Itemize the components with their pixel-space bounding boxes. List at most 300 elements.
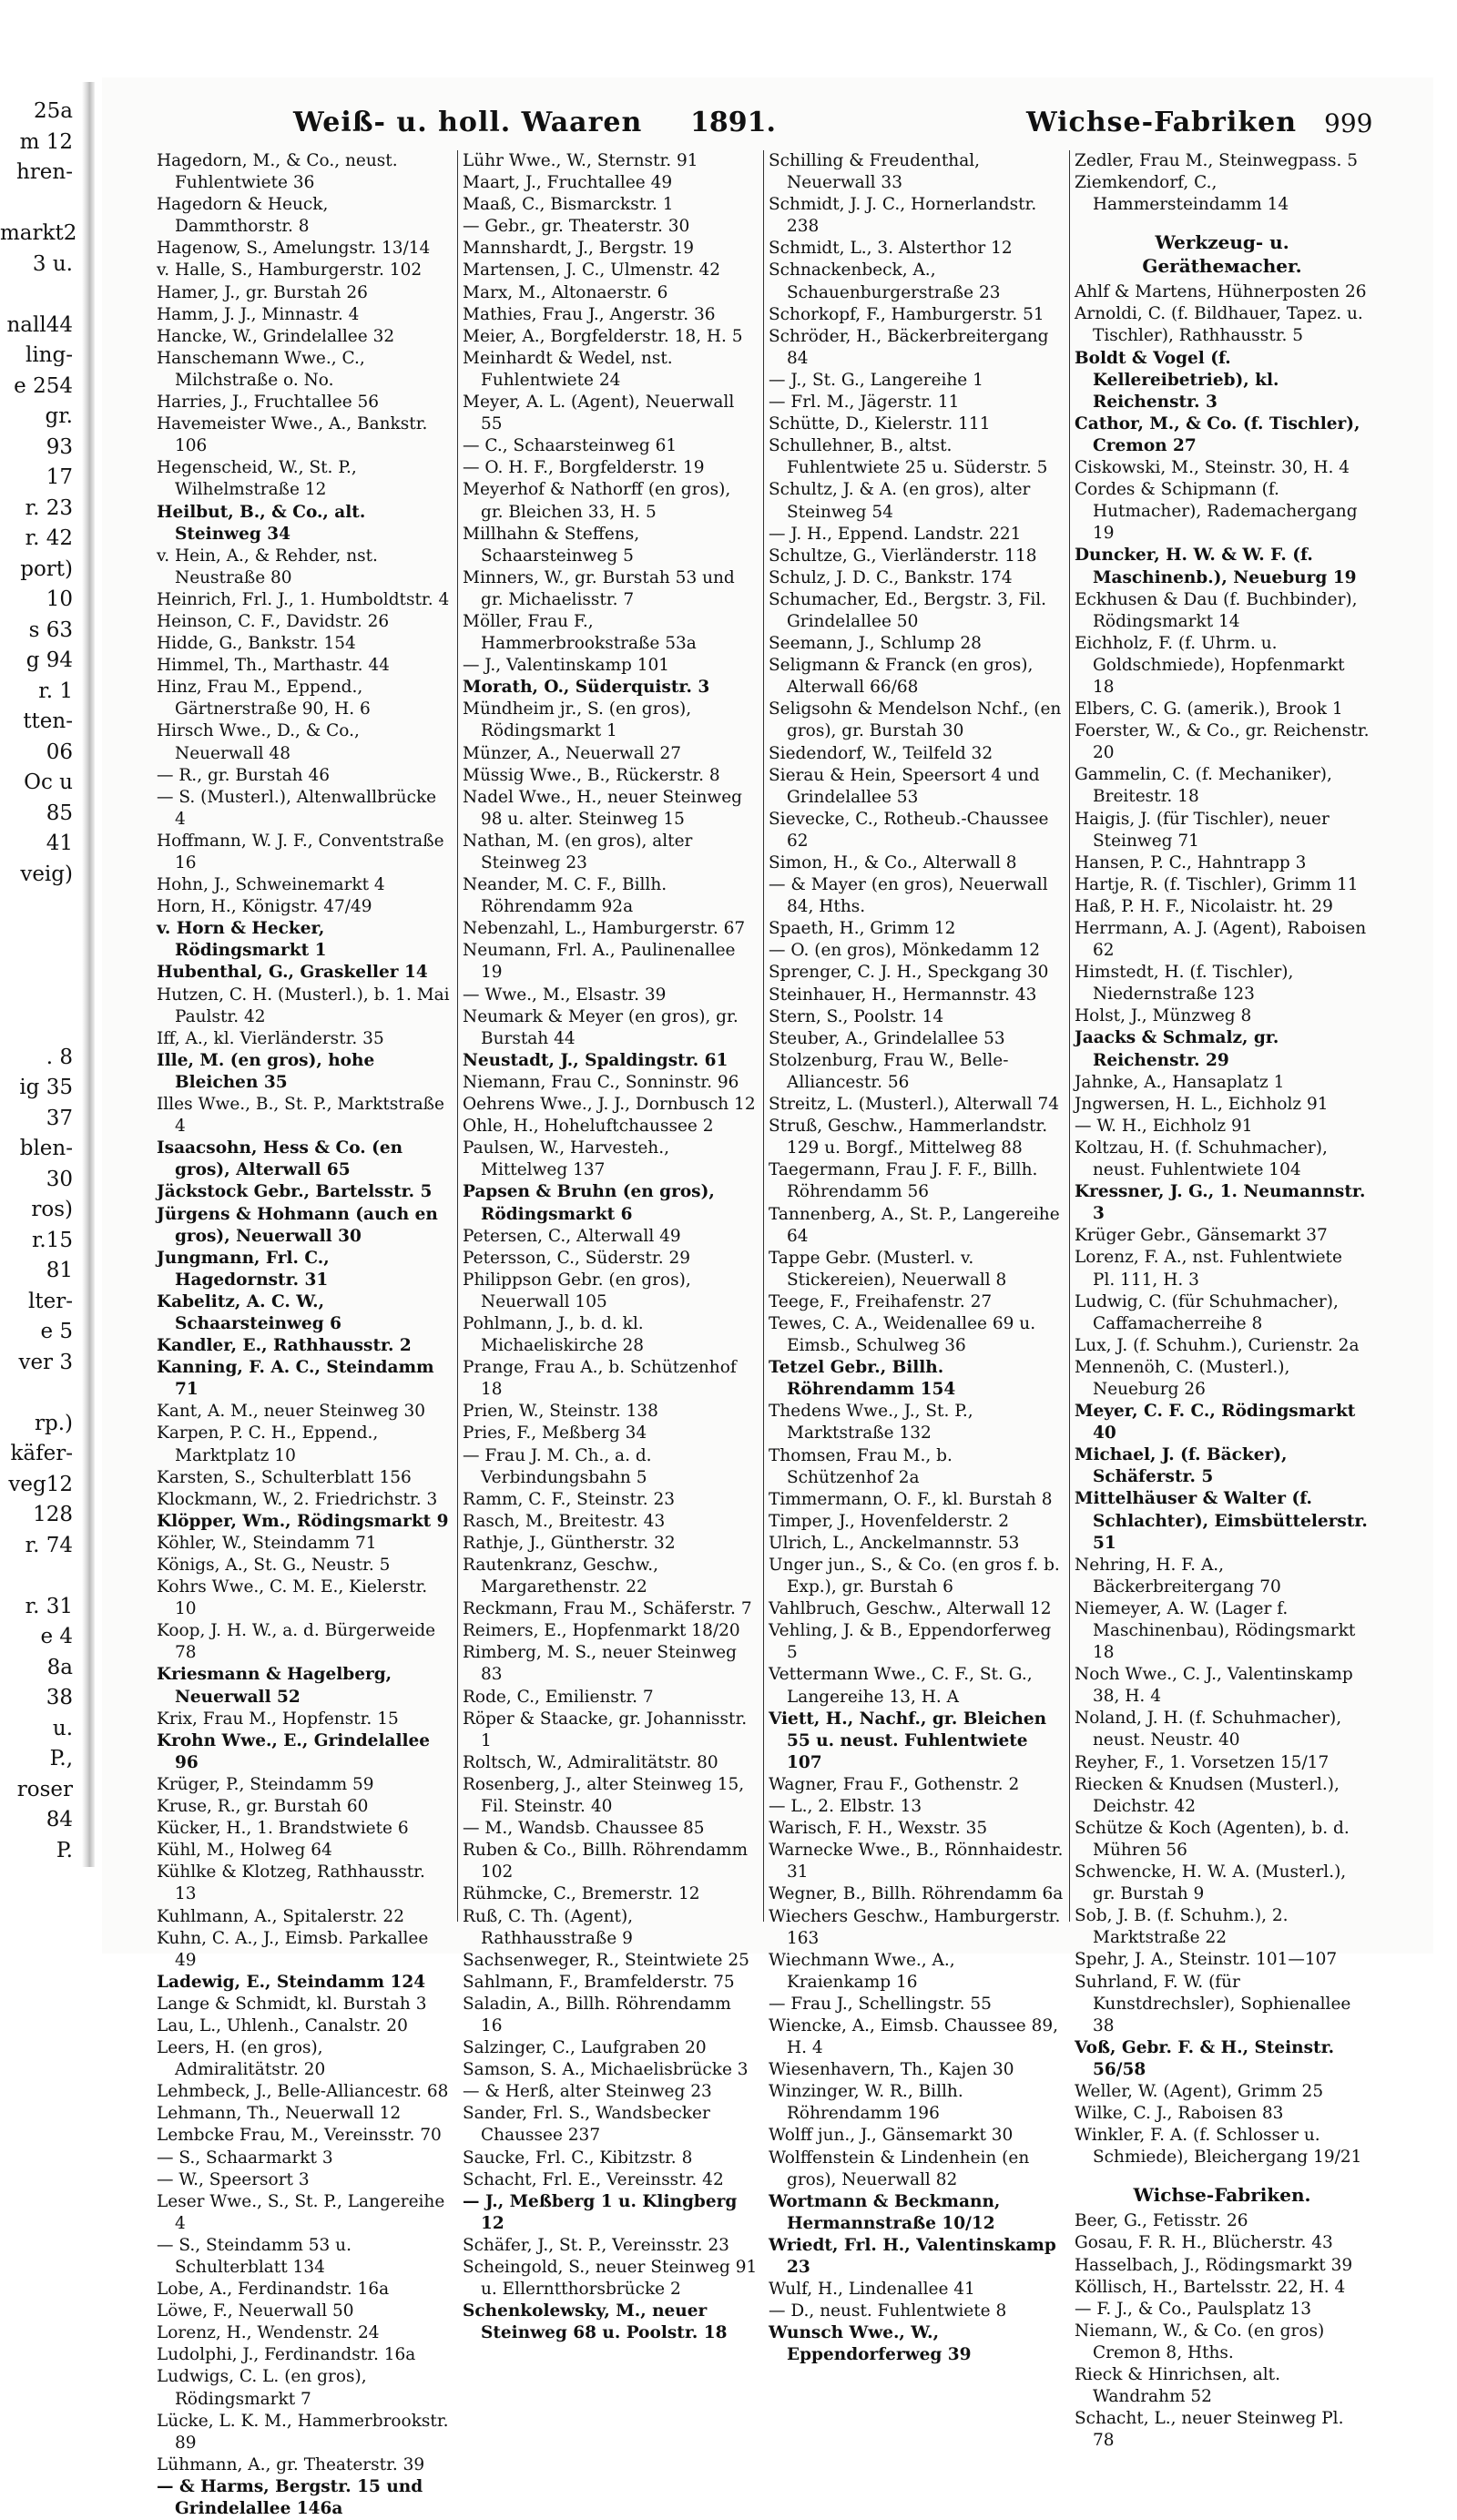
directory-entry: Ciskowski, M., Steinstr. 30, H. 4 [1075, 458, 1350, 478]
edge-fragment: g 94 [25, 648, 73, 672]
directory-entry: v. Horn & Hecker, Rödingsmarkt 1 [157, 919, 327, 961]
edge-fragment: 93 [46, 434, 73, 459]
edge-fragment: 3 u. [32, 251, 73, 276]
directory-entry: Krix, Frau M., Hopfenstr. 15 [157, 1709, 399, 1729]
directory-entry: Köllisch, H., Bartelsstr. 22, H. 4 [1075, 2277, 1346, 2297]
directory-entry: Schnackenbeck, A., Schauenburgerstraße 23 [769, 260, 1001, 302]
edge-fragment: 06 [46, 740, 73, 764]
edge-fragment: 37 [46, 1106, 73, 1130]
directory-entry: Meinhardt & Wedel, nst. Fuhlentwiete 24 [463, 348, 673, 390]
directory-entry: Rautenkranz, Geschw., Margarethenstr. 22 [463, 1556, 658, 1597]
directory-entry: Boldt & Vogel (f. Kellereibetrieb), kl. Reichenstr. 3 [1075, 348, 1279, 412]
directory-entry: Simon, H., & Co., Alterwall 8 [769, 853, 1017, 872]
directory-entry: Struß, Geschw., Hammerlandstr. 129 u. Borgf., Mittelweg 88 [769, 1117, 1048, 1158]
directory-entry: — Frau J. M. Ch., a. d. Verbindungsbahn 5 [463, 1445, 652, 1487]
directory-entry: Gammelin, C. (f. Mechaniker), Breitestr. 18 [1075, 765, 1332, 807]
directory-entry: Lücke, L. K. M., Hammerbrookstr. 89 [157, 2411, 449, 2453]
directory-entry: Klöpper, Wm., Rödingsmarkt 9 [157, 1511, 449, 1531]
directory-entry: Lehmbeck, J., Belle-Alliancestr. 68 [157, 2082, 449, 2102]
directory-entry: Koltzau, H. (f. Schuhmacher), neust. Fuhlentwiete 104 [1075, 1138, 1328, 1180]
page-header [102, 107, 1433, 147]
directory-entry: Jürgens & Hohmann (auch en gros), Neuerwall 30 [157, 1204, 438, 1246]
directory-entry: Meyer, C. F. C., Rödingsmarkt 40 [1075, 1402, 1356, 1444]
directory-entry: Niemann, W., & Co. (en gros) Cremon 8, Hths. [1075, 2321, 1325, 2362]
directory-entry: Schacht, Frl. E., Vereinsstr. 42 [463, 2169, 724, 2189]
header-year: 1891. [690, 107, 776, 138]
directory-entry: — W. H., Eichholz 91 [1075, 1116, 1253, 1136]
directory-entry: Maaß, C., Bismarckstr. 1 [463, 195, 674, 215]
directory-entry: Kühl, M., Holweg 64 [157, 1841, 332, 1861]
edge-fragment: 25a [34, 99, 73, 123]
directory-entry: Krohn Wwe., E., Grindelallee 96 [157, 1730, 431, 1772]
directory-entry: Taegermann, Frau J. F. F., Billh. Röhrendamm 56 [769, 1160, 1038, 1202]
directory-entry: Oehrens Wwe., J. J., Dornbusch 12 [463, 1095, 756, 1115]
header-right-title: Wichse-Fabriken [1026, 107, 1298, 138]
directory-entry: Vettermann Wwe., C. F., St. G., Langereihe 13, H. A [769, 1665, 1033, 1707]
directory-entry: Roltsch, W., Admiralitätstr. 80 [463, 1752, 718, 1772]
directory-entry: Meyerhof & Nathorff (en gros), gr. Bleichen 33, H. 5 [463, 480, 731, 522]
column-3 [769, 150, 1064, 2365]
directory-entry: — & Herß, alter Steinweg 23 [463, 2082, 712, 2102]
column-2 [463, 150, 758, 2343]
directory-entry: Eichholz, F. (f. Uhrm. u. Goldschmiede), Hopfenmarkt 18 [1075, 633, 1345, 697]
directory-entry: Noch Wwe., C. J., Valentinskamp 38, H. 4 [1075, 1665, 1353, 1707]
directory-entry: Wunsch Wwe., W., Eppendorferweg 39 [769, 2323, 972, 2365]
directory-entry: — & Harms, Bergstr. 15 und Grindelallee 146a [157, 2476, 423, 2519]
directory-entry: Wriedt, Frl. H., Valentinskamp 23 [769, 2235, 1056, 2277]
directory-entry: Hidde, G., Bankstr. 154 [157, 634, 356, 654]
directory-entry: Röper & Staacke, gr. Johannisstr. 1 [463, 1709, 748, 1750]
directory-entry: Salzinger, C., Laufgraben 20 [463, 2038, 707, 2058]
directory-entry: — F. J., & Co., Paulsplatz 13 [1075, 2299, 1312, 2319]
directory-entry: Schumacher, Ed., Bergstr. 3, Fil. Grindelallee 50 [769, 589, 1047, 631]
directory-entry: — S., Steindamm 53 u. Schulterblatt 134 [157, 2235, 352, 2277]
directory-entry: Warisch, F. H., Wexstr. 35 [769, 1819, 988, 1839]
edge-fragment: e 4 [40, 1625, 73, 1648]
directory-entry: Schwencke, H. W. A. (Musterl.), gr. Burstah 9 [1075, 1862, 1347, 1904]
edge-fragment: 17 [46, 465, 73, 489]
edge-fragment: käfer- [10, 1442, 73, 1465]
edge-fragment: 84 [46, 1808, 73, 1831]
directory-entry: — Frau J., Schellingstr. 55 [769, 1994, 992, 2014]
directory-entry: Jaacks & Schmalz, gr. Reichenstr. 29 [1075, 1028, 1279, 1070]
directory-entry: Zedler, Frau M., Steinwegpass. 5 [1075, 151, 1359, 170]
edge-fragment: P., [49, 1747, 73, 1770]
directory-entry: Wiesenhavern, Th., Kajen 30 [769, 2060, 1014, 2080]
directory-entry: Ludwigs, C. L. (en gros), Rödingsmarkt 7 [157, 2367, 367, 2409]
edge-fragment: roser [16, 1777, 73, 1801]
directory-entry: Schullehner, B., altst. Fuhlentwiete 25 u. Süderstr. 5 [769, 436, 1048, 478]
directory-entry: Stolzenburg, Frau W., Belle-Alliancestr. 56 [769, 1050, 1009, 1092]
directory-entry: Michael, J. (f. Bäcker), Schäferstr. 5 [1075, 1445, 1288, 1487]
edge-fragment: P. [56, 1838, 73, 1862]
directory-entry: — M., Wandsb. Chaussee 85 [463, 1819, 705, 1839]
directory-entry: Schorkopf, F., Hamburgerstr. 51 [769, 304, 1044, 324]
directory-entry: Duncker, H. W. & W. F. (f. Maschinenb.), Neueburg 19 [1075, 546, 1357, 587]
edge-fragment: ros) [31, 1198, 73, 1221]
edge-fragment: . 8 [46, 1045, 73, 1069]
directory-entry: Rühmcke, C., Bremerstr. 12 [463, 1884, 700, 1904]
directory-entry: Scheingold, S., neuer Steinweg 91 u. Ellerntthorsbrücke 2 [463, 2258, 758, 2300]
directory-entry: Saucke, Frl. C., Kibitzstr. 8 [463, 2148, 693, 2168]
directory-entry: Sierau & Hein, Speersort 4 und Grindelallee 53 [769, 765, 1040, 807]
directory-entry: Unger jun., S., & Co. (en gros f. b. Exp.), gr. Burstah 6 [769, 1556, 1060, 1597]
section-heading: Wichse-Fabriken. [1133, 2184, 1311, 2207]
directory-entry: Arnoldi, C. (f. Bildhauer, Tapez. u. Tischler), Rathhausstr. 5 [1075, 304, 1363, 346]
edge-fragment: 8a [46, 1655, 73, 1679]
directory-entry: — Gebr., gr. Theaterstr. 30 [463, 217, 690, 237]
directory-entry: Lorenz, F. A., nst. Fuhlentwiete Pl. 111, H. 3 [1075, 1248, 1342, 1290]
directory-entry: Lobe, A., Ferdinandstr. 16a [157, 2280, 390, 2300]
directory-entry: Sachsenweger, R., Steintwiete 25 [463, 1950, 749, 1970]
edge-fragment: tten- [23, 709, 73, 733]
directory-entry: Haß, P. H. F., Nicolaistr. ht. 29 [1075, 896, 1333, 916]
edge-fragment: u. [52, 1716, 73, 1740]
directory-entry: — W., Speersort 3 [157, 2169, 310, 2189]
directory-entry: Meyer, A. L. (Agent), Neuerwall 55 [463, 393, 735, 434]
directory-entry: Seemann, J., Schlump 28 [769, 634, 982, 654]
directory-entry: Wortmann & Beckmann, Hermannstraße 10/12 [769, 2191, 1001, 2233]
directory-entry: Ruben & Co., Billh. Röhrendamm 102 [463, 1841, 749, 1882]
directory-entry: Harries, J., Fruchtallee 56 [157, 393, 380, 413]
directory-entry: Noland, J. H. (f. Schuhmacher), neust. Neustr. 40 [1075, 1709, 1342, 1750]
directory-entry: Steinhauer, H., Hermannstr. 43 [769, 985, 1037, 1005]
edge-fragment: r.15 [31, 1228, 73, 1252]
edge-fragment: lter- [28, 1289, 73, 1313]
directory-entry: Voß, Gebr. F. & H., Steinstr. 56/58 [1075, 2037, 1335, 2079]
edge-fragment: 10 [46, 587, 73, 611]
edge-fragment: r. 1 [38, 678, 73, 703]
directory-entry: Rieck & Hinrichsen, alt. Wandrahm 52 [1075, 2365, 1280, 2407]
column-1 [157, 150, 452, 2519]
directory-entry: Himmel, Th., Marthastr. 44 [157, 656, 390, 676]
directory-entry: Schultz, J. & A. (en gros), alter Steinweg 54 [769, 480, 1031, 522]
directory-entry: Tannenberg, A., St. P., Langereihe 64 [769, 1204, 1060, 1246]
directory-entry: Rathje, J., Güntherstr. 32 [463, 1533, 676, 1553]
directory-entry: Ahlf & Martens, Hühnerposten 26 [1075, 282, 1367, 302]
directory-entry: Leers, H. (en gros), Admiralitätstr. 20 [157, 2038, 326, 2080]
directory-entry: Hasselbach, J., Rödingsmarkt 39 [1075, 2255, 1353, 2275]
directory-entry: Kabelitz, A. C. W., Schaarsteinweg 6 [157, 1291, 341, 1333]
directory-entry: Wagner, Frau F., Gothenstr. 2 [769, 1774, 1020, 1794]
directory-entry: Nehring, H. F. A., Bäckerbreitergang 70 [1075, 1555, 1281, 1597]
edge-fragment: 38 [46, 1686, 73, 1709]
directory-entry: Paulsen, W., Harvesteh., Mittelweg 137 [463, 1138, 669, 1180]
directory-entry: Kant, A. M., neuer Steinweg 30 [157, 1402, 426, 1422]
directory-entry: — O. (en gros), Mönkedamm 12 [769, 941, 1041, 961]
previous-page-edge [0, 99, 77, 1862]
directory-entry: Mathies, Frau J., Angerstr. 36 [463, 304, 716, 324]
directory-entry: Krüger Gebr., Gänsemarkt 37 [1075, 1226, 1328, 1246]
edge-fragment: Oc u [24, 770, 73, 794]
directory-entry: Koop, J. H. W., a. d. Bürgerweide 78 [157, 1621, 436, 1663]
directory-entry: Sprenger, C. J. H., Speckgang 30 [769, 963, 1049, 983]
directory-entry: Nathan, M. (en gros), alter Steinweg 23 [463, 831, 693, 872]
directory-entry: Neander, M. C. F., Billh. Röhrendamm 92a [463, 875, 667, 917]
edge-fragment: ling- [25, 343, 73, 367]
directory-entry: — D., neust. Fuhlentwiete 8 [769, 2301, 1007, 2321]
directory-entry: Rode, C., Emilienstr. 7 [463, 1687, 654, 1707]
directory-entry: Hamer, J., gr. Burstah 26 [157, 282, 368, 302]
directory-entry: Winzinger, W. R., Billh. Röhrendamm 196 [769, 2082, 963, 2124]
directory-entry: Hancke, W., Grindelallee 32 [157, 326, 395, 346]
directory-entry: Samson, S. A., Michaelisbrücke 3 [463, 2060, 749, 2080]
directory-entry: Kruse, R., gr. Burstah 60 [157, 1797, 369, 1817]
directory-entry: Schenkolewsky, M., neuer Steinweg 68 u. Poolstr. 18 [463, 2301, 728, 2343]
edge-fragment: nall44 [6, 312, 73, 337]
edge-fragment: blen- [19, 1137, 73, 1160]
directory-entry: Rasch, M., Breitestr. 43 [463, 1511, 666, 1531]
header-left-title: Weiß- u. holl. Waaren [293, 107, 643, 138]
directory-entry: Ludwig, C. (für Schuhmacher), Caffamacherreihe 8 [1075, 1291, 1339, 1333]
directory-entry: Kanning, F. A. C., Steindamm 71 [157, 1358, 434, 1400]
directory-entry: Thomsen, Frau M., b. Schützenhof 2a [769, 1445, 953, 1487]
directory-entry: Schäfer, J., St. P., Vereinsstr. 23 [463, 2235, 729, 2255]
directory-entry: Hubenthal, G., Graskeller 14 [157, 963, 428, 983]
directory-entry: Hoffmann, W. J. F., Conventstraße 16 [157, 831, 444, 872]
directory-entry: Schröder, H., Bäckerbreitergang 84 [769, 326, 1049, 368]
directory-entry: Leser Wwe., S., St. P., Langereihe 4 [157, 2191, 445, 2233]
edge-fragment: veg12 [8, 1472, 73, 1496]
directory-entry: Ramm, C. F., Steinstr. 23 [463, 1489, 676, 1509]
directory-entry: Minners, W., gr. Burstah 53 und gr. Michaelisstr. 7 [463, 567, 735, 609]
directory-entry: Lux, J. (f. Schuhm.), Curienstr. 2a [1075, 1335, 1360, 1355]
directory-entry: — R., gr. Burstah 46 [157, 765, 331, 785]
directory-entry: Jungmann, Frl. C., Hagedornstr. 31 [157, 1248, 330, 1290]
directory-entry: Mennenöh, C. (Musterl.), Neueburg 26 [1075, 1357, 1290, 1399]
directory-entry: Sander, Frl. S., Wandsbecker Chaussee 237 [463, 2104, 710, 2146]
directory-entry: Warnecke Wwe., B., Rönnhaidestr. 31 [769, 1841, 1064, 1882]
directory-entry: Lehmann, Th., Neuerwall 12 [157, 2104, 402, 2124]
directory-entry: — J., Valentinskamp 101 [463, 656, 670, 676]
directory-entry: Viett, H., Nachf., gr. Bleichen 55 u. neust. Fuhlentwiete 107 [769, 1709, 1047, 1772]
directory-entry: Vahlbruch, Geschw., Alterwall 12 [769, 1599, 1052, 1619]
directory-entry: Wolff jun., J., Gänsemarkt 30 [769, 2126, 1014, 2146]
directory-entry: Karsten, S., Schulterblatt 156 [157, 1467, 412, 1487]
directory-entry: Kücker, H., 1. Brandstwiete 6 [157, 1819, 409, 1839]
directory-entry: Martensen, J. C., Ulmenstr. 42 [463, 260, 721, 281]
directory-entry: Streitz, L. (Musterl.), Alterwall 74 [769, 1095, 1059, 1115]
directory-entry: Marx, M., Altonaerstr. 6 [463, 282, 668, 302]
directory-entry: Vehling, J. & B., Eppendorferweg 5 [769, 1621, 1052, 1663]
directory-entry: Reyher, F., 1. Vorsetzen 15/17 [1075, 1752, 1330, 1772]
edge-fragment: gr. [45, 404, 73, 428]
directory-entry: Königs, A., St. G., Neustr. 5 [157, 1556, 391, 1575]
directory-entry: Spehr, J. A., Steinstr. 101—107 [1075, 1950, 1338, 1970]
directory-entry: Hinz, Frau M., Eppend., Gärtnerstraße 90, H. 6 [157, 678, 371, 719]
directory-entry: Spaeth, H., Grimm 12 [769, 919, 956, 939]
edge-fragment: r. 23 [25, 495, 73, 520]
directory-entry: Herrmann, A. J. (Agent), Raboisen 62 [1075, 919, 1367, 961]
directory-entry: Schultze, G., Vierländerstr. 118 [769, 546, 1037, 566]
directory-entry: Niemann, Frau C., Sonninstr. 96 [463, 1072, 739, 1092]
edge-fragment: 85 [46, 801, 73, 825]
directory-entry: Reckmann, Frau M., Schäferstr. 7 [463, 1599, 752, 1619]
directory-entry: Papsen & Bruhn (en gros), Rödingsmarkt 6 [463, 1182, 715, 1224]
directory-entry: Tewes, C. A., Weidenallee 69 u. Eimsb., Schulweg 36 [769, 1313, 1036, 1356]
directory-entry: Thedens Wwe., J., St. P., Marktstraße 132 [769, 1402, 973, 1444]
directory-entry: Tappe Gebr. (Musterl. v. Stickereien), Neuerwall 8 [769, 1248, 1007, 1290]
directory-entry: Tetzel Gebr., Billh. Röhrendamm 154 [769, 1358, 956, 1400]
directory-entry: Iff, A., kl. Vierländerstr. 35 [157, 1028, 384, 1048]
directory-entry: Timper, J., Hovenfelderstr. 2 [769, 1511, 1009, 1531]
directory-entry: Hegenscheid, W., St. P., Wilhelmstraße 12 [157, 458, 357, 500]
directory-entry: Mannshardt, J., Bergstr. 19 [463, 239, 695, 259]
directory-entry: Schütze & Koch (Agenten), b. d. Mühren 56 [1075, 1818, 1350, 1860]
directory-entry: Elbers, C. G. (amerik.), Brook 1 [1075, 699, 1343, 719]
directory-entry: Reimers, E., Hopfenmarkt 18/20 [463, 1621, 740, 1641]
directory-entry: Karpen, P. C. H., Eppend., Marktplatz 10 [157, 1423, 379, 1465]
directory-entry: Wegner, B., Billh. Röhrendamm 6a [769, 1884, 1064, 1904]
directory-entry: Nadel Wwe., H., neuer Steinweg 98 u. alter. Steinweg 15 [463, 787, 742, 829]
directory-entry: Wilke, C. J., Raboisen 83 [1075, 2104, 1284, 2124]
directory-entry: — O. H. F., Borgfelderstr. 19 [463, 458, 705, 478]
page-number: 999 [1324, 108, 1373, 138]
directory-entry: — J., Meßberg 1 u. Klingberg 12 [463, 2191, 738, 2233]
directory-entry: — & Mayer (en gros), Neuerwall 84, Hths. [769, 875, 1048, 917]
edge-fragment: rp.) [34, 1411, 73, 1435]
directory-entry: — L., 2. Elbstr. 13 [769, 1797, 922, 1817]
edge-fragment: ver 3 [18, 1350, 73, 1374]
edge-fragment: m 12 [19, 129, 73, 154]
directory-entry: Horn, H., Königstr. 47/49 [157, 897, 372, 917]
directory-entry: Lorenz, H., Wendenstr. 24 [157, 2323, 380, 2343]
directory-entry: Müssig Wwe., B., Rückerstr. 8 [463, 765, 720, 785]
edge-fragment: 128 [33, 1503, 73, 1526]
directory-entry: Hagedorn, M., & Co., neust. Fuhlentwiete 36 [157, 151, 398, 193]
edge-fragment: markt2 [0, 221, 77, 245]
directory-entry: Riecken & Knudsen (Musterl.), Deichstr. 42 [1075, 1774, 1340, 1816]
directory-entry: — J. H., Eppend. Landstr. 221 [769, 524, 1022, 544]
directory-entry: Kohrs Wwe., C. M. E., Kielerstr. 10 [157, 1577, 428, 1619]
directory-entry: Prien, W., Steinstr. 138 [463, 1402, 658, 1422]
directory-entry: Timmermann, O. F., kl. Burstah 8 [769, 1489, 1053, 1509]
directory-entry: Löwe, F., Neuerwall 50 [157, 2301, 354, 2321]
edge-fragment: s 63 [28, 617, 73, 642]
directory-entry: Niemeyer, A. W. (Lager f. Maschinenbau), Rödingsmarkt 18 [1075, 1598, 1356, 1663]
directory-entry: Neumark & Meyer (en gros), gr. Burstah 44 [463, 1006, 739, 1048]
directory-entry: — S. (Musterl.), Altenwallbrücke 4 [157, 787, 437, 829]
column-divider [457, 150, 458, 1922]
directory-entry: Möller, Frau F., Hammerbrookstraße 53a [463, 611, 697, 654]
directory-entry: Kuhn, C. A., J., Eimsb. Parkallee 49 [157, 1928, 429, 1970]
directory-entry: Pohlmann, J., b. d. kl. Michaeliskirche 28 [463, 1313, 645, 1356]
directory-entry: Hansen, P. C., Hahntrapp 3 [1075, 852, 1307, 872]
directory-entry: Teege, F., Freihafenstr. 27 [769, 1291, 993, 1311]
edge-fragment: r. 74 [25, 1533, 73, 1557]
directory-entry: Schmidt, L., 3. Alsterthor 12 [769, 239, 1013, 259]
directory-entry: Cathor, M., & Co. (f. Tischler), Cremon 27 [1075, 413, 1360, 455]
edge-fragment: veig) [20, 862, 73, 886]
column-divider [1069, 150, 1070, 1922]
directory-entry: Neustadt, J., Spaldingstr. 61 [463, 1050, 728, 1070]
directory-entry: — S., Schaarmarkt 3 [157, 2148, 333, 2168]
directory-entry: Kressner, J. G., 1. Neumannstr. 3 [1075, 1182, 1366, 1224]
directory-entry: — J., St. G., Langereihe 1 [769, 370, 983, 390]
edge-fragment: r. 42 [25, 526, 73, 550]
directory-entry: Isaacsohn, Hess & Co. (en gros), Alterwall 65 [157, 1138, 403, 1180]
directory-entry: Schilling & Freudenthal, Neuerwall 33 [769, 151, 981, 193]
directory-entry: Weller, W. (Agent), Grimm 25 [1075, 2081, 1324, 2101]
directory-entry: Jngwersen, H. L., Eichholz 91 [1075, 1094, 1329, 1114]
directory-entry: v. Halle, S., Hamburgerstr. 102 [157, 260, 423, 281]
directory-entry: Himstedt, H. (f. Tischler), Niedernstraße 123 [1075, 963, 1294, 1005]
directory-entry: Ladewig, E., Steindamm 124 [157, 1972, 426, 1992]
edge-fragment: port) [20, 556, 73, 581]
directory-entry: Hanschemann Wwe., C., Milchstraße o. No. [157, 348, 365, 390]
directory-entry: Wiechers Geschw., Hamburgerstr. 163 [769, 1906, 1061, 1948]
directory-entry: Beer, G., Fetisstr. 26 [1075, 2211, 1248, 2231]
directory-entry: Winkler, F. A. (f. Schlosser u. Schmiede), Bleichergang 19/21 [1075, 2126, 1362, 2168]
directory-entry: Hagenow, S., Amelungstr. 13/14 [157, 239, 431, 259]
column-4 [1075, 150, 1370, 2451]
directory-entry: Rimberg, M. S., neuer Steinweg 83 [463, 1643, 737, 1685]
directory-entry: Seligsohn & Mendelson Nchf., (en gros), gr. Burstah 30 [769, 699, 1062, 741]
directory-entry: Petersen, C., Alterwall 49 [463, 1226, 681, 1246]
directory-entry: — Wwe., M., Elsastr. 39 [463, 985, 667, 1005]
directory-entry: Illes Wwe., B., St. P., Marktstraße 4 [157, 1095, 444, 1137]
directory-entry: Ille, M. (en gros), hohe Bleichen 35 [157, 1050, 375, 1092]
directory-entry: Foerster, W., & Co., gr. Reichenstr. 20 [1075, 721, 1370, 763]
directory-entry: Sievecke, C., Rotheub.-Chaussee 62 [769, 809, 1049, 851]
directory-entry: Cordes & Schipmann (f. Hutmacher), Rademachergang 19 [1075, 480, 1358, 544]
directory-entry: Lembcke Frau, M., Vereinsstr. 70 [157, 2126, 442, 2146]
directory-entry: Mündheim jr., S. (en gros), Rödingsmarkt 1 [463, 699, 692, 741]
directory-entry: Heinson, C. F., Davidstr. 26 [157, 611, 390, 631]
directory-entry: Rosenberg, J., alter Steinweg 15, Fil. Steinstr. 40 [463, 1774, 745, 1817]
edge-fragment: 30 [46, 1167, 73, 1191]
directory-entry: Siedendorf, W., Teilfeld 32 [769, 743, 993, 763]
directory-entry: Hagedorn & Heuck, Dammthorstr. 8 [157, 195, 329, 237]
directory-entry: Kandler, E., Rathhausstr. 2 [157, 1336, 412, 1356]
directory-entry: Lühmann, A., gr. Theaterstr. 39 [157, 2454, 425, 2474]
directory-entry: Nebenzahl, L., Hamburgerstr. 67 [463, 919, 746, 939]
edge-fragment: 81 [46, 1259, 73, 1282]
directory-entry: Philippson Gebr. (en gros), Neuerwall 105 [463, 1270, 691, 1311]
directory-entry: Wiechmann Wwe., A., Kraienkamp 16 [769, 1950, 955, 1992]
columns [157, 150, 1377, 2519]
directory-entry: Kriesmann & Hagelberg, Neuerwall 52 [157, 1665, 392, 1707]
directory-entry: Schütte, D., Kielerstr. 111 [769, 414, 991, 434]
directory-entry: Kuhlmann, A., Spitalerstr. 22 [157, 1906, 404, 1926]
directory-entry: Jahnke, A., Hansaplatz 1 [1075, 1072, 1285, 1092]
directory-entry: Millhahn & Steffens, Schaarsteinweg 5 [463, 524, 640, 566]
section-heading: Werkzeug- u. Gerätheмacher. [1142, 231, 1302, 278]
directory-entry: Kühlke & Klotzeg, Rathhausstr. 13 [157, 1862, 425, 1904]
directory-entry: — Frl. M., Jägerstr. 11 [769, 393, 960, 413]
book-gutter [82, 82, 95, 1867]
directory-entry: v. Hein, A., & Rehder, nst. Neustraße 80 [157, 546, 378, 587]
directory-entry: Sahlmann, F., Bramfelderstr. 75 [463, 1972, 735, 1992]
directory-entry: Münzer, A., Neuerwall 27 [463, 743, 682, 763]
column-divider [763, 150, 764, 1922]
directory-entry: Petersson, C., Süderstr. 29 [463, 1248, 690, 1268]
edge-fragment: e 254 [14, 373, 73, 398]
directory-entry: Hartje, R. (f. Tischler), Grimm 11 [1075, 874, 1359, 894]
directory-entry: Morath, O., Süderquistr. 3 [463, 678, 710, 698]
directory-entry: Schacht, L., neuer Steinweg Pl. 78 [1075, 2409, 1344, 2451]
directory-entry: Wolffenstein & Lindenhein (en gros), Neuerwall 82 [769, 2148, 1030, 2189]
directory-entry: Saladin, A., Billh. Röhrendamm 16 [463, 1994, 731, 2035]
directory-entry: Hohn, J., Schweinemarkt 4 [157, 875, 385, 895]
edge-fragment: e 5 [40, 1320, 73, 1343]
directory-entry: Lau, L., Uhlenh., Canalstr. 20 [157, 2015, 408, 2035]
directory-entry: Schmidt, J. J. C., Hornerlandstr. 238 [769, 195, 1037, 237]
directory-page [102, 77, 1433, 2519]
directory-entry: Neumann, Frl. A., Paulinenallee 19 [463, 941, 736, 983]
directory-entry: Köhler, W., Steindamm 71 [157, 1533, 377, 1553]
directory-entry: Holst, J., Münzweg 8 [1075, 1006, 1252, 1026]
